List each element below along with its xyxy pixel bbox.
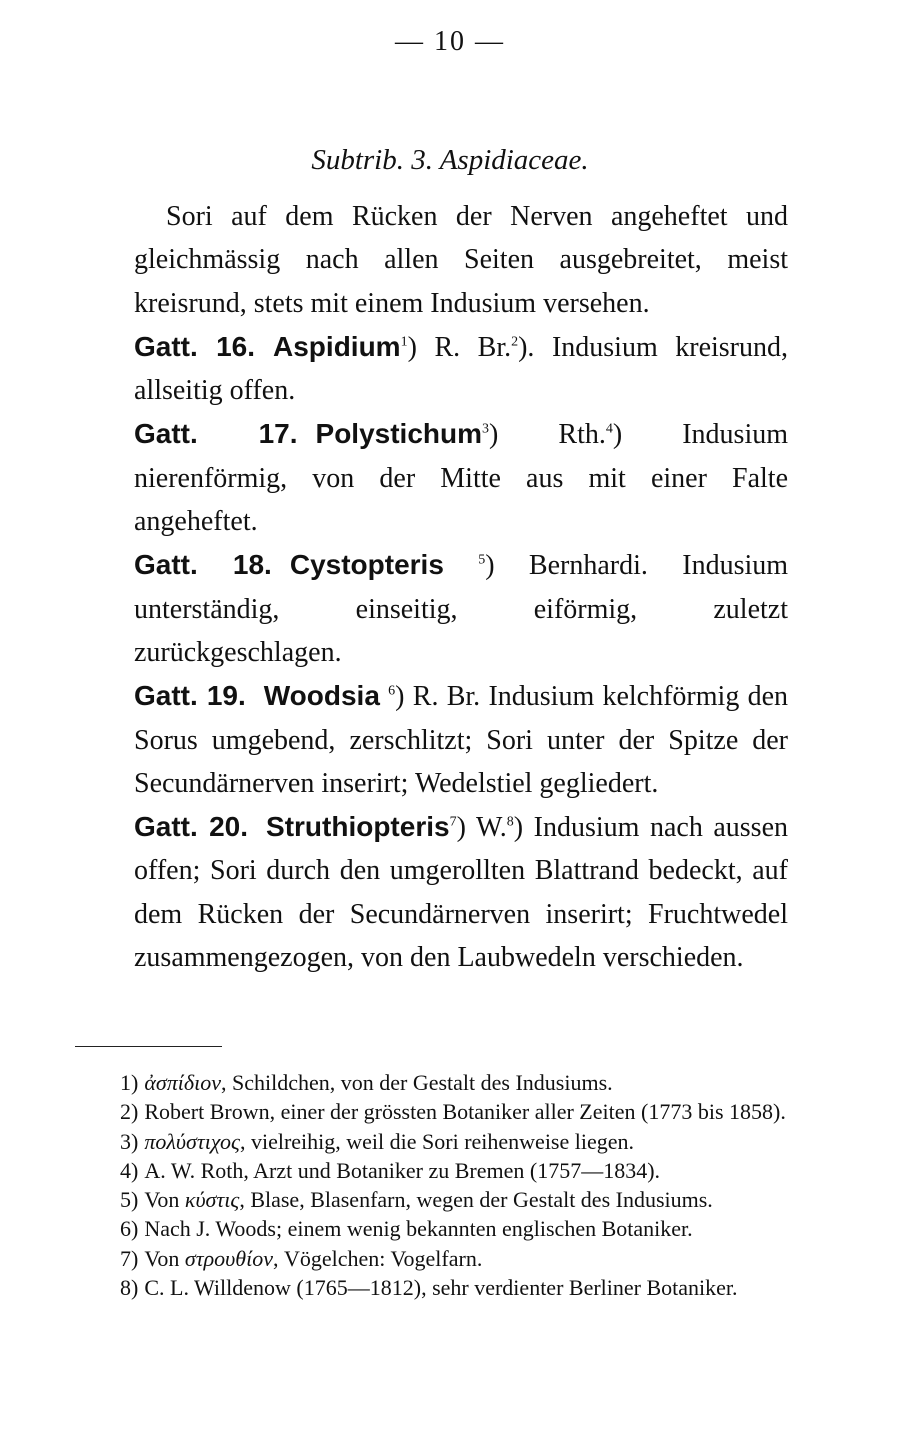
genus-number: Gatt. 16. [134,330,256,362]
footnote-text: , Blase, Blasenfarn, wegen der Gestalt des Indusiums. [239,1187,713,1213]
footnote-ref: 2 [511,334,519,350]
footnote-number: 6) [120,1216,139,1242]
genus-author: Rth. [558,419,606,451]
genus-description: Indusium nach aussen offen; Sori durch den umgerollten Blattrand bedeckt, auf dem Rücken der Secundärnerven inserirt; Fruchtwedel zusammengezogen, von den Laubwedeln verschieden. [134,812,788,974]
footnote-ref: 7 [449,814,457,830]
genus-number: Gatt. 18. [134,549,272,581]
footnote-text: , vielreihig, weil die Sori reihenweise liegen. [239,1128,635,1154]
main-text [134,195,788,979]
footnote [75,1214,851,1243]
footnote-ref: 5 [478,553,486,569]
footnote [75,1185,851,1214]
genus-entry: Gatt. 17. Polystichum$^3$) Rth.$^4$) Indusium nierenförmig, von der Mitte aus mit einer Falte angeheftet. [134,418,789,538]
genus-description: Indusium kreisrund, allseitig offen. [134,331,789,407]
genus-entry: Gatt. 19. Woodsia $^6$) R. Br. Indusium kelchförmig den Sorus umgebend, zerschlitzt; Sori unter der Spitze der Secundärnerven inserirt; Wedelstiel gegliedert. [134,680,789,799]
punctuation: ). [518,331,535,363]
genus-description: Indusium kelchförmig den Sorus umgebend, zerschlitzt; Sori unter der Spitze der Secundärnerven inserirt; Wedelstiel gegliedert. [134,681,789,799]
footnote-number: 2) [120,1099,139,1125]
genus-name: Woodsia [263,680,380,712]
greek-word: κύστις [184,1187,240,1213]
footnote [75,1244,851,1273]
footnote-text: , Vögelchen: Vogelfarn. [272,1245,483,1271]
footnote-ref: 3 [482,422,490,438]
footnote-text: Robert Brown, einer der grössten Botaniker aller Zeiten (1773 bis 1858). [144,1099,786,1125]
genus-author: R. Br. [434,331,512,363]
genus-entry: Gatt. 20. Struthiopteris$^7$) W.$^8$) Indusium nach aussen offen; Sori durch den umgerollten Blattrand bedeckt, auf dem Rücken der Secundärnerven inserirt; Fruchtwedel zusammengezogen, von den Laubwedeln verschieden. [134,811,788,974]
punctuation: ) [513,812,524,844]
footnote-number: 1) [120,1070,139,1095]
genus-number: Gatt. 20. [134,811,249,843]
genus-number: Gatt. 17. [134,418,298,450]
footnotes [75,1068,851,1302]
genus-author: W. [475,812,507,844]
footnote-ref: 1 [400,334,408,350]
footnote [75,1273,851,1302]
footnote-number: 4) [120,1157,139,1183]
genus-description: Indusium nierenförmig, von der Mitte aus mit einer Falte angeheftet. [134,419,789,538]
footnote-ref: 8 [506,814,514,830]
footnote [75,1156,851,1185]
footnote-ref: 4 [605,422,613,438]
genus-entry: Gatt. 18. Cystopteris $^5$) Bernhardi. Indusium unterständig, einseitig, eiförmig, zuletzt zurückgeschlagen. [134,549,789,668]
genus-name: Aspidium [273,330,401,362]
footnote-text: Nach J. Woods; einem wenig bekannten englischen Botaniker. [144,1216,693,1242]
footnote-number: 8) [120,1275,139,1301]
footnote-number: 7) [120,1245,139,1271]
genus-name: Struthiopteris [266,811,450,843]
punctuation: ) [612,419,623,451]
footnote-text: A. W. Roth, Arzt und Botaniker zu Bremen (1757—1834). [144,1157,661,1183]
footnote [75,1068,851,1097]
genus-description: Indusium unterständig, einseitig, eiförmig, zuletzt zurückgeschlagen. [134,550,789,668]
footnote-text: C. L. Willdenow (1765—1812), sehr verdienter Berliner Botaniker. [144,1275,738,1301]
genus-author: R. Br. [412,681,481,713]
footnote-prefix: Von [144,1245,185,1271]
footnote-divider [75,1046,222,1047]
footnote-text: , Schildchen, von der Gestalt des Indusiums. [220,1070,613,1095]
footnote-number: 5) [120,1187,139,1213]
footnote [75,1097,851,1126]
subtribe-heading: Subtrib. 3. Aspidiaceae. [311,144,589,176]
footnote-number: 3) [120,1128,139,1154]
genus-name: Polystichum [315,418,483,450]
genus-entry: Gatt. 16. Aspidium$^1$) R. Br.$^2$). Indusium kreisrund, allseitig offen. [134,330,789,407]
footnote-ref: 6 [388,683,396,699]
genus-number: Gatt. 19. [134,680,246,712]
greek-word: στρουθίον [184,1245,273,1271]
greek-word: πολύστιχος [144,1128,240,1154]
intro-paragraph: Sori auf dem Rücken der Nerven angeheftet und gleichmässig nach allen Seiten ausgebreitet, meist kreisrund, stets mit einem Indusium versehen. [134,201,788,319]
genus-name: Cystopteris [289,549,444,581]
footnote [75,1127,851,1156]
greek-word: ἀσπίδιον [144,1070,221,1095]
page-number: — 10 — [395,26,505,57]
footnote-prefix: Von [144,1187,185,1213]
genus-author: Bernhardi. [528,550,648,582]
